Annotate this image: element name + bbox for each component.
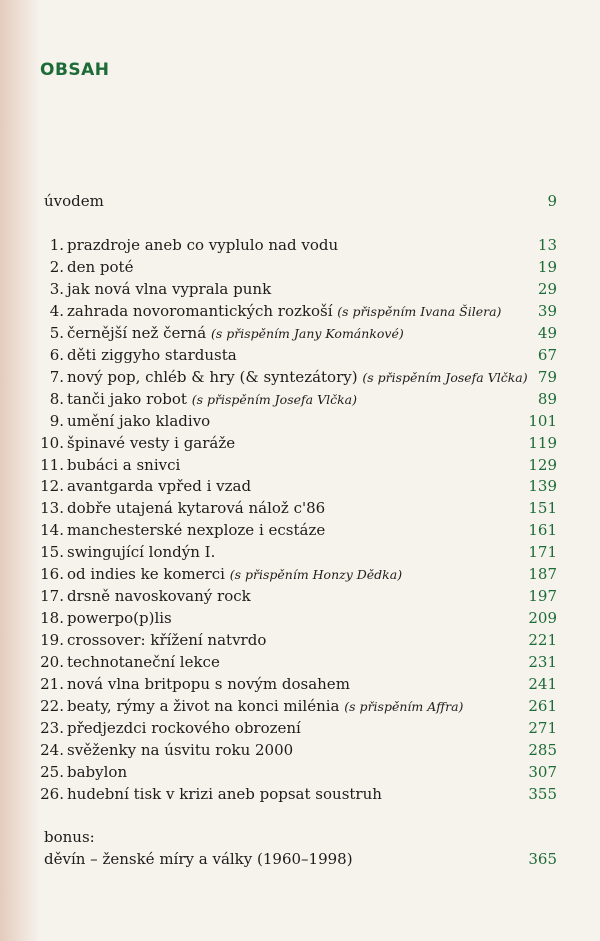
- chapter-page: 241: [528, 675, 557, 693]
- intro-page: 9: [547, 192, 557, 210]
- chapter-page: 187: [528, 565, 557, 584]
- chapter-row: [0, 695, 600, 717]
- chapter-number: 19.: [40, 631, 64, 650]
- chapter-title-line: [67, 432, 235, 454]
- chapter-title-line: [67, 585, 251, 607]
- chapter-title-line: [67, 388, 357, 411]
- chapter-row: [0, 432, 600, 454]
- chapter-page: 355: [528, 784, 557, 803]
- bonus-title: děvín – ženské míry a války (1960–1998): [44, 850, 353, 868]
- chapter-number: 9.: [49, 411, 64, 430]
- chapter-contributor: (s přispěním Ivana Šilera): [337, 303, 502, 319]
- chapter-title: den poté: [67, 257, 134, 276]
- chapter-page: 261: [528, 697, 557, 715]
- chapter-title-line: [67, 563, 402, 586]
- chapter-number: 18.: [40, 609, 64, 628]
- chapter-page: 285: [528, 740, 557, 759]
- chapter-title-line: [67, 519, 325, 541]
- chapter-page: 13: [537, 236, 557, 254]
- chapter-page: 307: [528, 762, 557, 781]
- chapter-title-line: [67, 629, 266, 651]
- chapter-title: černější než černá: [67, 323, 207, 342]
- chapter-number: 1.: [49, 236, 64, 254]
- chapter-contributor: (s přispěním Honzy Dědka): [229, 567, 403, 583]
- chapter-title: hudební tisk v krizi aneb popsat soustruh: [67, 784, 382, 803]
- bonus-page: 365: [528, 850, 557, 868]
- chapter-title: avantgarda vpřed i vzad: [67, 477, 252, 496]
- chapter-number: 24.: [40, 740, 64, 759]
- chapter-title: od indies ke komerci: [67, 565, 225, 584]
- chapter-number: 22.: [40, 697, 64, 715]
- chapter-title: bubáci a snivci: [67, 455, 181, 474]
- chapter-row: [0, 475, 600, 497]
- chapter-title: manchesterské nexploze i ecstáze: [67, 521, 326, 540]
- chapter-page: 151: [528, 499, 557, 518]
- chapter-page: 231: [528, 653, 557, 671]
- chapter-title-line: [67, 651, 220, 673]
- chapter-number: 7.: [49, 367, 64, 386]
- chapter-page: 209: [528, 609, 557, 628]
- intro-row: [0, 190, 600, 212]
- chapter-row: [0, 607, 600, 629]
- chapter-number: 3.: [49, 279, 64, 298]
- chapter-row: [0, 739, 600, 761]
- chapter-row: [0, 300, 600, 322]
- chapter-row: [0, 783, 600, 805]
- chapter-page: 39: [537, 301, 557, 320]
- chapter-number: 23.: [40, 718, 64, 737]
- chapter-title-line: [67, 607, 172, 629]
- chapter-title: powerpo(p)lis: [67, 609, 172, 628]
- chapter-title: zahrada novoromantických rozkoší: [67, 301, 333, 320]
- chapter-number: 6.: [49, 345, 64, 364]
- chapter-contributor: (s přispěním Josefa Vlčka): [191, 391, 357, 407]
- chapter-row: [0, 541, 600, 563]
- chapter-row: [0, 673, 600, 695]
- chapter-row: [0, 651, 600, 673]
- chapter-number: 26.: [40, 784, 64, 803]
- chapter-title-line: [67, 278, 271, 300]
- chapter-title-line: [67, 300, 501, 323]
- chapter-number: 13.: [40, 499, 64, 518]
- chapter-page: 197: [528, 587, 557, 606]
- chapter-row: [0, 366, 600, 388]
- chapter-row: [0, 410, 600, 432]
- chapter-title-line: [67, 783, 382, 805]
- chapter-title-line: [67, 322, 404, 345]
- chapter-row: [0, 717, 600, 739]
- chapter-number: 12.: [40, 477, 64, 496]
- chapter-title: jak nová vlna vyprala punk: [67, 279, 272, 298]
- chapter-row: [0, 519, 600, 541]
- chapter-page: 119: [528, 433, 557, 452]
- chapter-page: 139: [528, 477, 557, 496]
- chapter-title-line: [67, 410, 210, 432]
- chapter-title-line: [67, 717, 301, 739]
- chapter-title-line: [67, 475, 251, 497]
- chapter-number: 17.: [40, 587, 64, 606]
- chapter-title-line: [67, 695, 463, 718]
- chapter-number: 2.: [49, 257, 64, 276]
- chapter-page: 19: [537, 257, 557, 276]
- chapter-title-line: [67, 454, 180, 476]
- chapter-page: 129: [528, 455, 557, 474]
- bonus-label: bonus:: [44, 828, 95, 846]
- chapter-number: 20.: [40, 653, 64, 671]
- chapter-page: 221: [528, 631, 557, 650]
- chapter-title-line: [67, 366, 528, 389]
- chapter-row: [0, 629, 600, 651]
- chapter-row: [0, 256, 600, 278]
- chapter-page: 271: [528, 718, 557, 737]
- chapter-number: 8.: [49, 389, 64, 408]
- chapter-page: 89: [537, 389, 557, 408]
- page-heading: OBSAH: [40, 60, 110, 80]
- chapter-contributor: (s přispěním Josefa Vlčka): [362, 369, 528, 385]
- bonus-row: [0, 848, 600, 870]
- chapter-title: tanči jako robot: [67, 389, 187, 408]
- chapter-title-line: [67, 344, 237, 366]
- chapter-row: [0, 585, 600, 607]
- chapter-title: drsně navoskovaný rock: [67, 587, 251, 606]
- chapter-row: [0, 344, 600, 366]
- chapter-title: předjezdci rockového obrození: [67, 718, 301, 737]
- chapter-title: nová vlna britpopu s novým dosahem: [67, 675, 350, 693]
- chapter-title: babylon: [67, 762, 128, 781]
- chapter-title-line: [67, 234, 338, 256]
- chapter-contributor: (s přispěním Affra): [344, 699, 464, 714]
- chapter-page: 67: [537, 345, 557, 364]
- chapter-title-line: [67, 673, 350, 695]
- chapter-page: 79: [537, 367, 557, 386]
- chapter-number: 16.: [40, 565, 64, 584]
- intro-title: úvodem: [44, 192, 104, 210]
- chapter-number: 5.: [49, 323, 64, 342]
- chapter-title: beaty, rýmy a život na konci milénia: [67, 697, 340, 715]
- chapter-row: [0, 322, 600, 344]
- chapter-number: 14.: [40, 521, 64, 540]
- chapter-page: 49: [537, 323, 557, 342]
- chapter-row: [0, 761, 600, 783]
- chapter-row: [0, 278, 600, 300]
- chapter-row: [0, 234, 600, 256]
- chapter-title-line: [67, 497, 325, 519]
- chapter-page: 161: [528, 521, 557, 540]
- chapter-title: nový pop, chléb & hry (& syntezátory): [67, 367, 358, 386]
- chapter-row: [0, 454, 600, 476]
- chapter-title: swingující londýn I.: [67, 543, 216, 562]
- chapter-title-line: [67, 541, 215, 563]
- chapter-row: [0, 563, 600, 585]
- chapter-page: 29: [537, 279, 557, 298]
- chapter-number: 11.: [40, 455, 64, 474]
- chapter-title: svěženky na úsvitu roku 2000: [67, 740, 294, 759]
- chapter-number: 15.: [40, 543, 64, 562]
- chapter-page: 101: [528, 411, 557, 430]
- chapter-title-line: [67, 761, 127, 783]
- chapter-title-line: [67, 739, 293, 761]
- chapter-number: 10.: [40, 433, 64, 452]
- chapter-number: 25.: [40, 762, 64, 781]
- chapter-title: technotaneční lekce: [67, 653, 220, 671]
- chapter-title: děti ziggyho stardusta: [67, 345, 237, 364]
- chapter-contributor: (s přispěním Jany Kománkové): [210, 325, 404, 341]
- chapter-row: [0, 497, 600, 519]
- chapter-title-line: [67, 256, 133, 278]
- chapter-number: 4.: [49, 301, 64, 320]
- chapter-title: dobře utajená kytarová nálož c'86: [67, 499, 326, 518]
- chapter-number: 21.: [40, 675, 64, 693]
- chapter-page: 171: [528, 543, 557, 562]
- chapter-title: prazdroje aneb co vyplulo nad vodu: [67, 236, 339, 254]
- chapter-title: crossover: křížení natvrdo: [67, 631, 267, 650]
- chapter-title: špinavé vesty i garáže: [67, 433, 236, 452]
- chapter-title: umění jako kladivo: [67, 411, 211, 430]
- chapter-row: [0, 388, 600, 410]
